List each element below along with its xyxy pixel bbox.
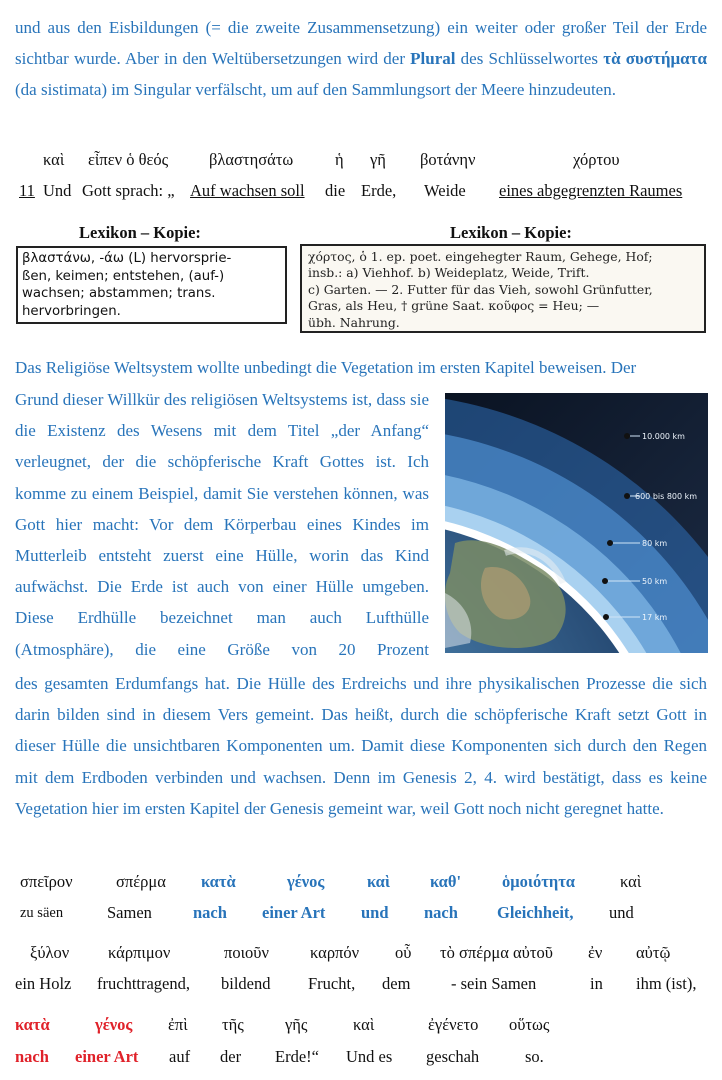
greek-word: καὶ: [43, 150, 65, 169]
greek-word: ἐγένετο: [428, 1015, 479, 1034]
german-word: Und es: [346, 1047, 393, 1066]
german-word: und: [609, 903, 634, 922]
earth-label: 17 km: [642, 613, 668, 622]
para2-first-line: Das Religiöse Weltsystem wollte unbedingt die Vegetation im ersten Kapitel beweisen. Der: [15, 358, 637, 377]
verse-a-german-line: [0, 903, 722, 929]
german-word: fruchttragend,: [97, 974, 190, 993]
german-word: einer Art: [262, 903, 326, 922]
verse-a-greek-line: [0, 872, 722, 898]
german-word: eines abgegrenzten Raumes: [499, 181, 683, 200]
greek-word: ἐν: [588, 943, 603, 962]
greek-word: βλαστησάτω: [209, 150, 294, 169]
earth-label: 10.000 km: [642, 432, 685, 441]
german-word: einer Art: [75, 1047, 139, 1066]
greek-word: γῆς: [285, 1015, 308, 1034]
greek-word: βοτάνην: [420, 150, 476, 169]
german-word: Erde!“: [275, 1047, 319, 1066]
german-word: Und: [43, 181, 72, 200]
intro-text-pre: und aus den Eisbildungen (= die zweite Zusammensetzung) ein weiter oder großer Teil der Erde sichtbar wurde. Aber in den Weltübersetzungen wird der: [15, 18, 707, 69]
german-word: Gott sprach: „: [82, 181, 175, 200]
verse-b-german-line: [0, 974, 722, 1000]
german-word: in: [590, 974, 603, 993]
lexicon-heading-left: Lexikon – Kopie:: [79, 223, 201, 242]
greek-word: ἡ: [335, 150, 344, 169]
german-word: nach: [193, 903, 227, 922]
verse-c-greek-line: [0, 1015, 722, 1041]
lexicon-line: übh. Nahrung.: [308, 314, 400, 330]
german-word: Frucht,: [308, 974, 356, 993]
greek-word: σπέρμα: [116, 872, 166, 891]
earth-label: 600 bis 800 km: [635, 492, 698, 501]
german-word: und: [361, 903, 389, 922]
german-word: Samen: [107, 903, 152, 922]
greek-word: εἶπεν ὁ θεός: [88, 150, 169, 169]
verse-b-greek-line: [0, 943, 722, 969]
lexicon-entry-chortos: [300, 244, 706, 333]
german-word: Auf wachsen soll: [190, 181, 305, 200]
greek-word: ποιοῦν: [224, 943, 269, 962]
greek-word: γῆ: [370, 150, 386, 169]
greek-word: καὶ: [353, 1015, 375, 1034]
greek-word: ὁμοιότητα: [502, 872, 576, 891]
greek-word: τὸ σπέρμα αὐτοῦ: [440, 943, 553, 962]
greek-word: οὗ: [395, 943, 412, 962]
lexicon-line: insb.: a) Viehhof. b) Weideplatz, Weide, Trift.: [308, 265, 590, 281]
greek-word: κατὰ: [15, 1015, 50, 1034]
lexicon-line: wachsen; abstammen; trans.: [22, 286, 216, 301]
intro-paragraph: [15, 12, 707, 106]
verse-number: 11: [19, 181, 35, 200]
german-word: ihm (ist),: [636, 974, 697, 993]
earth-label: 80 km: [642, 539, 668, 548]
german-word: Gleichheit,: [497, 903, 574, 922]
german-word: Weide: [424, 181, 466, 200]
greek-word: κατὰ: [201, 872, 236, 891]
lexicon-heading-right: Lexikon – Kopie:: [450, 223, 572, 242]
verse-c-german-line: [0, 1047, 722, 1073]
greek-word: καρπόν: [310, 943, 360, 962]
lexicon-line: βλαστάνω, -άω (L) hervorsprie-: [22, 251, 232, 266]
greek-word: καθ': [430, 872, 462, 891]
german-word: bildend: [221, 974, 271, 993]
intro-text-mid: des Schlüsselwortes: [455, 49, 604, 69]
german-word: ein Holz: [15, 974, 72, 993]
german-word: auf: [169, 1047, 191, 1066]
german-word: der: [220, 1047, 242, 1066]
lexicon-line: χόρτος, ὁ 1. ep. poet. eingehegter Raum, Gehege, Hof;: [308, 249, 653, 264]
earth-atmosphere-image: [445, 393, 708, 653]
lexicon-line: c) Garten. — 2. Futter für das Vieh, sowohl Grünfutter,: [308, 281, 653, 297]
german-word: so.: [525, 1047, 544, 1066]
lexicon-line: ßen, keimen; entstehen, (auf-): [22, 268, 225, 284]
greek-word: γένος: [287, 872, 325, 891]
intro-greek-term: τὰ συστήματα: [603, 49, 707, 69]
intro-plural: Plural: [410, 49, 456, 69]
german-word: Erde,: [361, 181, 397, 200]
german-word: geschah: [426, 1047, 480, 1066]
intro-text-post: (da sistimata) im Singular verfälscht, um auf den Sammlungsort der Meere hinzudeuten.: [15, 80, 616, 100]
lexicon-line: Gras, als Heu, † grüne Saat. κοῦφος = Heu; —: [308, 298, 600, 314]
german-word: - sein Samen: [451, 974, 537, 993]
greek-word: σπεῖρον: [20, 872, 73, 891]
german-word: zu säen: [20, 905, 64, 921]
verse11-german-line: [0, 181, 722, 207]
verse11-greek-line: [0, 150, 722, 176]
german-word: dem: [382, 974, 411, 993]
german-word: nach: [424, 903, 458, 922]
lexicon-line: hervorbringen.: [22, 303, 121, 319]
para2-rest-text: des gesamten Erdumfangs hat. Die Hülle des Erdreichs und ihre physikalischen Prozesse die sich darin bilden sind in diesem Vers gemeint. Das heißt, durch die schöpferische Kraft setzt Gott in dieser Hülle die unsichtbaren Komponenten um. Damit diese Komponenten sich durch den Regen mit dem Erdboden verbinden und wachsen. Denn im Genesis 2, 4. wird bestätigt, dass es keine Vegetation hier im ersten Kapitel der Genesis gemeint war, weil Gott noch nicht geregnet hatte.: [15, 674, 707, 818]
greek-word: γένος: [95, 1015, 133, 1034]
greek-word: οὕτως: [509, 1015, 550, 1034]
german-word: die: [325, 181, 346, 200]
earth-label: 50 km: [642, 577, 668, 586]
greek-word: τῆς: [222, 1015, 244, 1034]
greek-word: καὶ: [367, 872, 391, 891]
greek-word: ξύλον: [30, 943, 70, 962]
greek-word: χόρτου: [573, 150, 620, 169]
para2-wrapped-text: Grund dieser Willkür des religiösen Weltsystems ist, dass sie die Existenz des Wesens mit dem Titel „der Anfang“ verleugnet, der die schöpferische Kraft Gottes ist. Ich komme zu einem Beispiel, damit Sie verstehen können, was Gott hier macht: Vor dem Körperbau eines Kindes im Mutterleib entsteht zuerst eine Hülle, worin das Kind aufwächst. Die Erde ist auch von einer Hülle umgeben. Diese Erdhülle bezeichnet man auch Lufthülle (Atmosphäre), die eine Größe von 20 Prozent: [15, 390, 429, 659]
greek-word: κάρπιμον: [108, 943, 171, 962]
greek-word: καὶ: [620, 872, 642, 891]
lexicon-entry-blastano: [16, 246, 287, 324]
greek-word: αὐτῷ: [636, 943, 671, 962]
german-word: nach: [15, 1047, 49, 1066]
greek-word: ἐπὶ: [168, 1015, 188, 1034]
